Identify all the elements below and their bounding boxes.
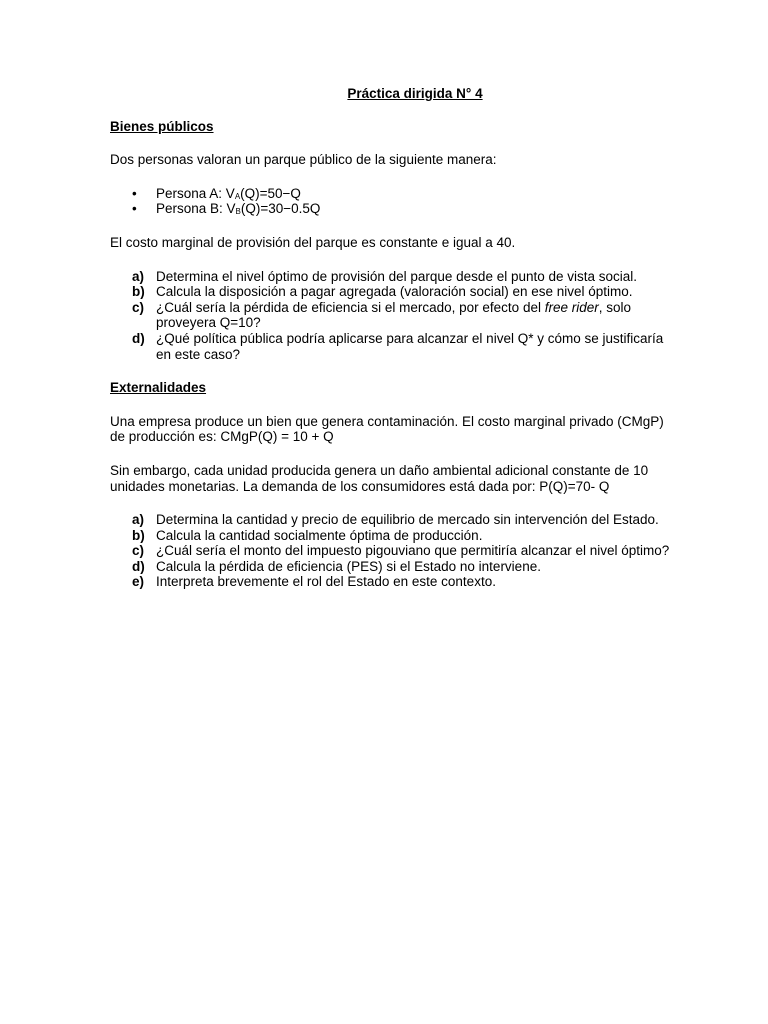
section1-intro: Dos personas valoran un parque público de la siguiente manera: [110,152,497,168]
list-item: d) Calcula la pérdida de eficiencia (PES) si el Estado no interviene. [132,558,541,574]
item-marker: d) [132,558,145,574]
page-title: Práctica dirigida N° 4 [347,86,483,101]
section1-cost: El costo marginal de provisión del parque es constante e igual a 40. [110,234,516,250]
item-marker: a) [132,512,145,528]
bullet-icon: • [132,185,137,201]
section2-para2: Sin embargo, cada unidad producida genera un daño ambiental adicional constante de 10 unidades monetarias. La demanda de los consumidores está dada por: P(Q)=70- Q [110,462,649,494]
item-marker: a) [132,268,145,284]
item-marker: b) [132,284,145,300]
list-item: e) Interpreta brevemente el rol del Estado en este contexto. [132,574,496,590]
bullet-icon: • [132,201,137,217]
item-marker: d) [132,330,145,346]
section1-questions [110,269,670,363]
list-item: d) ¿Qué política pública podría aplicarse para alcanzar el nivel Q* y cómo se justificaría en este caso? [132,330,664,362]
document-page [110,86,670,590]
item-marker: c) [132,299,145,315]
list-item: a) Determina el nivel óptimo de provisión del parque desde el punto de vista social. [132,268,638,284]
list-item: b) Calcula la cantidad socialmente óptima de producción. [132,527,483,543]
section2-questions [110,512,670,590]
list-item: a) Determina la cantidad y precio de equilibrio de mercado sin intervención del Estado. [132,512,659,528]
list-item: c) ¿Cuál sería el monto del impuesto pigouviano que permitiría alcanzar el nivel óptimo? [132,543,670,559]
list-item: • Persona A: $V_A(Q)=50-Q$ [132,185,301,201]
list-item: c) ¿Cuál sería la pérdida de eficiencia si el mercado, por efecto del free rider, solo proveyera Q=10? [132,299,632,331]
persons-list [110,186,670,217]
item-marker: c) [132,543,145,559]
section-heading-bienes-publicos: Bienes públicos [110,118,214,134]
item-marker: b) [132,527,145,543]
list-item: • Persona B: $V_B(Q)=30-0.5Q$ [132,201,321,217]
list-item: b) Calcula la disposición a pagar agregada (valoración social) en ese nivel óptimo. [132,284,633,300]
item-marker: e) [132,574,145,590]
section-heading-externalidades: Externalidades [110,380,207,396]
section2-para1: Una empresa produce un bien que genera contaminación. El costo marginal privado (CMgP) de producción es: CMgP(Q) = 10 + Q [110,413,664,445]
